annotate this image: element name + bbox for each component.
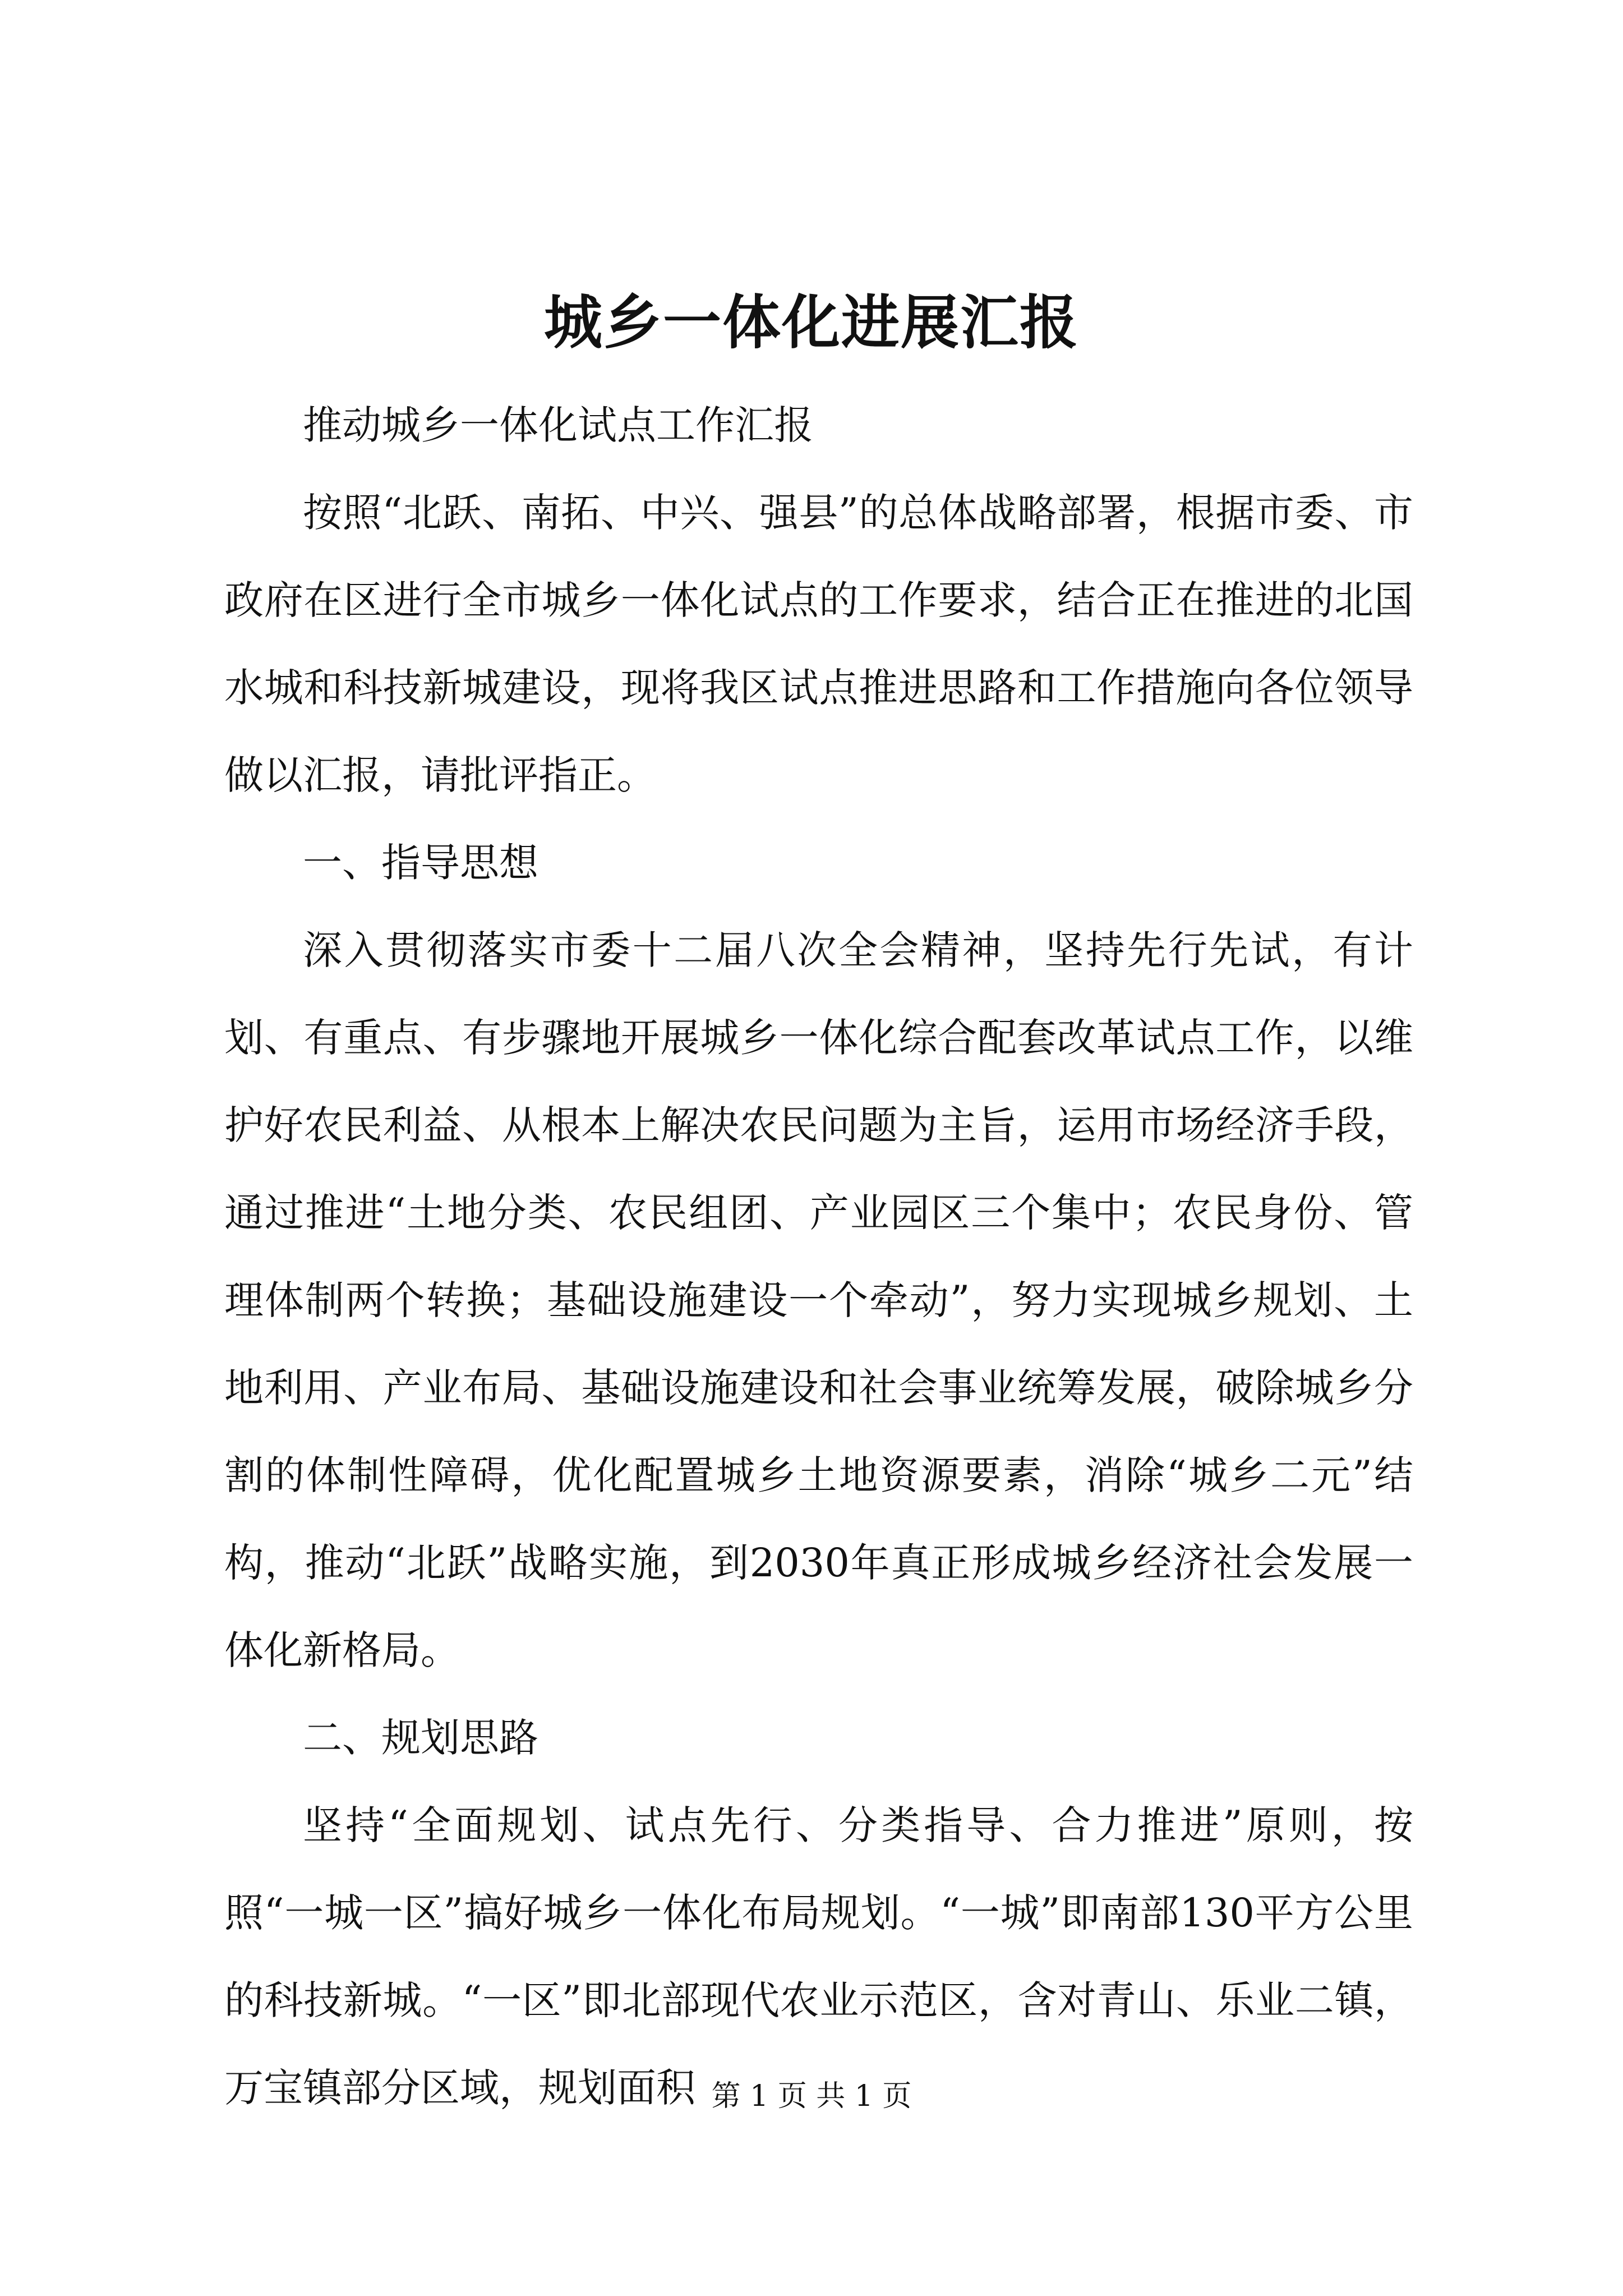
section-heading-guiding-ideology: 一、指导思想 bbox=[303, 840, 538, 886]
guiding-ideology-paragraph: 深入贯彻落实市委十二届八次全会精神，坚持先行先试，有计划、有重点、有步骤地开展城乡一体化综合配套改革试点工作，以维护好农民利益、从根本上解决农民问题为主旨，运用市场经济手段，通过推进“土地分类、农民组团、产业园区三个集中；农民身份、管理体制两个转换；基础设施建设一个牵动”，努力实现城乡规划、土地利用、产业布局、基础设施建设和社会事业统筹发展，破除城乡分割的体制性障碍，优化配置城乡土地资源要素，消除“城乡二元”结构，推动“北跃”战略实施，到2030年真正形成城乡经济社会发展一体化新格局。 bbox=[224, 927, 1413, 1673]
document-body bbox=[224, 381, 1413, 2132]
planning-paragraph: 坚持“全面规划、试点先行、分类指导、合力推进”原则，按照“一城一区”搞好城乡一体化布局规划。“一城”即南部130平方公里的科技新城。“一区”即北部现代农业示范区，含对青山、乐业二镇，万宝镇部分区域，规划面积 bbox=[224, 1802, 1413, 2111]
intro-paragraph: 按照“北跃、南拓、中兴、强县”的总体战略部署，根据市委、市政府在区进行全市城乡一体化试点的工作要求，结合正在推进的北国水城和科技新城建设，现将我区试点推进思路和工作措施向各位领导做以汇报，请批评指正。 bbox=[224, 490, 1413, 798]
page-footer: 第 1 页 共 1 页 bbox=[711, 2079, 912, 2113]
document-title: 城乡一体化进展汇报 bbox=[543, 288, 1079, 357]
subtitle-paragraph: 推动城乡一体化试点工作汇报 bbox=[303, 402, 813, 448]
section-heading-planning: 二、规划思路 bbox=[303, 1715, 538, 1761]
